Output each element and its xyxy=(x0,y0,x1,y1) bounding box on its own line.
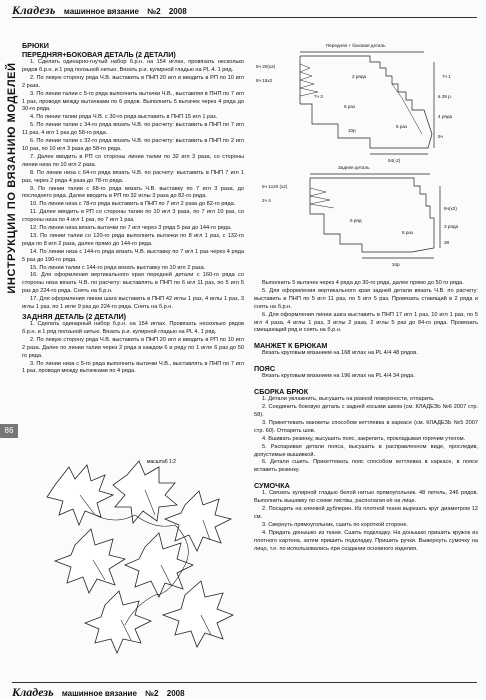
step: 3. Прикеттевать манжеты способом кеттлевка в каркасе (см. КЛАДЕЗЬ №5 2007 стр. 60). Отпарить шов. xyxy=(254,419,478,434)
front-label: 8ч 15х2 xyxy=(256,78,273,83)
step: 3. Свернуть прямоугольник, сшить по короткой стороне. xyxy=(262,521,409,528)
scale-label: масштаб 1:2 xyxy=(147,459,176,465)
pattern-diagram xyxy=(252,38,480,274)
step: 6. По линии талии с 32-го ряда вязать Ч.В. по расчету: выставить в ПНП по 2 игл 10 раз, по 10 игл 3 раза до 58-го ряда. xyxy=(22,138,244,152)
back-section-title: ЗАДНЯЯ ДЕТАЛЬ (2 ДЕТАЛИ) xyxy=(22,312,127,321)
issue-number: №2 xyxy=(145,689,159,698)
front-label: 5ч 20(х2) xyxy=(256,64,276,69)
front-dimension: 7ч 1 xyxy=(442,74,451,79)
back-diagram-title: Задняя деталь xyxy=(338,165,370,170)
step: 1. Сделать одинарный набор б.р.н. на 154 иглах. Провязать несколько рядов б.р.н. и 1 ряд ползьной нитью. Вязать р.и. кулирной гладью на PL 4. 1 ряд. xyxy=(22,321,244,335)
step: 9. По линии талии с 68-го ряда вязать Ч.В. выставку по 7 игл 3 раза, до последнего ряда. Далее вводить в РП по 32 иглы 3 раза до 82-го ряда. xyxy=(22,185,244,200)
section-title-vertical: ИНСТРУКЦИИ ПО ВЯЗАНИЮ МОДЕЛЕЙ xyxy=(6,62,18,294)
back-label: 8 раз xyxy=(402,230,413,235)
step: 3. По линии низа с 5-го ряда выполнить вытачки Ч.В., выставлять в ПНП по 7 игл 1 раз, проводя между вытачками по 4 ряда. xyxy=(22,360,244,375)
step: 15. По линии талии с 144-го ряда вязать выставку по 10 игл 2 раза. xyxy=(30,264,206,271)
left-column xyxy=(22,41,244,376)
issue-number: №2 xyxy=(147,7,161,16)
step: 16. Для оформления вертикального края передней детали с 160-го ряда со стороны низа вязать Ч.В. по расчету: выставлять в ПНП по 6 игл 11 раз, по 5 игл 5 раз до 224-го ряда. Снять на б.р.н. xyxy=(22,272,244,295)
front-label: 4 ряда xyxy=(438,114,453,119)
page-number: 86 xyxy=(0,424,18,438)
belt-text: Вязать круговым вязанием на 196 иглах на PL 4/4 34 ряда. xyxy=(262,373,415,380)
cuff-text: Вязать круговым вязанием на 168 иглах на PL 4/4 48 рядов. xyxy=(262,350,418,357)
section-title: БРЮКИ xyxy=(22,41,49,50)
back-label: 2ч 4 xyxy=(262,198,271,203)
step: 12. По линии низа вязать вытачки по 7 игл через 3 ряда 5 раз до 144-го ряда. xyxy=(30,225,232,232)
front-label: 7ч 3 xyxy=(314,94,323,99)
brand-logo: Кладезь xyxy=(12,685,54,699)
step: 2. По левую сторону ряда Ч.В. выставить в ПНП 20 игл и вводить в РП по 10 игл 2 раза. Далее по линии талии через 2 ряда в каждом 6 и ряду по 1 игле 6 раз до 50 го ряда. xyxy=(22,336,244,359)
back-label: 5ч(х2) xyxy=(444,206,457,211)
issue-year: 2008 xyxy=(168,7,187,16)
front-label: 5 раз xyxy=(396,124,407,129)
step: 6. Детали сшить. Прикеттевать пояс способом кеттлевка в каркасе, в поясе вставить резинку. xyxy=(254,459,478,474)
back-piece-outline xyxy=(310,178,434,252)
page-footer xyxy=(12,682,477,699)
leaf-shape xyxy=(113,461,177,523)
step: 1. Детали увлажнить, высушить на ровной поверхности, отпарить. xyxy=(262,396,435,403)
assembly-title: СБОРКА БРЮК xyxy=(254,387,309,397)
magazine-name: машинное вязание xyxy=(63,7,139,16)
step: 13. По линии талии со 120-го ряда выполнить вытачки по 8 игл 1 раз, с 132-го ряда по 8 игл 2 раза, далее прямо до 144-го ряда. xyxy=(22,232,244,247)
back-dimension: 28 xyxy=(444,240,450,245)
leaf-shape xyxy=(125,533,193,597)
step: 4. Придать донышко из ткани. Сшить подкладку. На донышко пришить кружок из плотного картона, затем пришить подкладку. Пришить ручки. Вывернуть сумочку на лицо, т.е. по использовались при создании основного изделия. xyxy=(254,529,478,552)
step: 7. Далее вводить в РП со стороны линии талии по 32 игл 3 раза, со стороны линии низа по 10 игл 2 раза. xyxy=(22,153,244,168)
step: 5. Распаривая детали пояса, высушить в расправленном виде, проследив, допустимые вышивкой. xyxy=(254,443,478,458)
leaf-shape xyxy=(55,529,125,593)
section-sidebar xyxy=(2,22,20,352)
bag-title: СУМОЧКА xyxy=(254,481,290,491)
front-piece-outline xyxy=(300,56,432,148)
step: 1. Связать кулирной гладью белой нитью прямоугольник. 48 петель, 246 рядов. Выполнить вышивку по схеме листвы, располагая её на лице. xyxy=(254,490,478,505)
step: 8. По линии низа с 64-го ряда вязать Ч.В. по расчету: выставить в ПНП 7 игл 1 раз, через 2 ряда 4 раза до 78-го ряда. xyxy=(22,169,244,184)
front-label: 6 раз xyxy=(344,104,355,109)
front-diagram-title: Передняя + боковая деталь xyxy=(326,43,386,48)
right-column xyxy=(254,280,478,553)
leaf-embroidery-pattern xyxy=(35,455,250,660)
step: Выполнить 5 вытачек через 4 ряда до 30-го ряда, далее прямо до 50 го ряда. xyxy=(262,280,464,286)
step: 17. Для оформления линии шага выставить в ПНП 42 иглы 1 раз, 4 иглы 1 раз, 3 иглы 1 раз, по 1 игле 9 раз до 224-го ряда. Снять на б.р.н. xyxy=(22,296,244,311)
back-label: 5ч 1х20 (х2) xyxy=(262,184,288,189)
front-label: 2 ряда xyxy=(352,74,367,79)
brand-logo: Кладезь xyxy=(12,3,56,17)
step: 3. По линии талии с 5-го ряда выполнить вытачки Ч.В., выставляя в ПНП по 7 игл 1 раз, проводя между вытачками по 6 рядов. Выполнить 5 вытачек через 4 ряда до 30-го ряда. xyxy=(22,90,244,113)
leaf-shape xyxy=(165,491,231,551)
front-dimension: 5ч xyxy=(438,134,443,139)
belt-title: ПОЯС xyxy=(254,364,276,374)
front-dimension: 10р xyxy=(348,128,356,133)
front-dimension: 54(-2) xyxy=(388,158,401,163)
step: 6. Для оформления линии шага выставить в ПНП 17 игл 1 раз, 10 игл 1 раз, по 5 игл 4 раза, 4 иглы 1 раз, 3 иглы 2 раза, 2 иглы 5 раз до 84-го ряда. Провязать смещающий ряд и снять на б.р.н. xyxy=(254,311,478,334)
step: 2. Посадить на клеевой дублерин. Из плотной ткани вырезать круг диаметром 12 см. xyxy=(254,506,478,520)
step: 5. Для оформления вертикального края задней детали вязать Ч.В. по расчету: выставить в ПНП по 5 игл 11 раз, по 5 игл 5 раз. Провязать ставящий в 2 ряда и снять на б.р.н. xyxy=(254,287,478,310)
step: 1. Сделать одинарно-гнутый набор б.р.н. на 154 иглах, провязать несколько рядов б.р.н. и 1 ряд ползьной нитью. Вязать р.и. кулирной гладью на PL 4. 1 ряд. xyxy=(22,59,244,73)
page-header xyxy=(12,3,477,18)
leaf-shape xyxy=(163,581,233,647)
back-label: 6 ряд xyxy=(350,218,362,223)
step: 2. По левую сторону ряда Ч.В. выставить в ПНП 20 игл и вводить в РП по 10 игл 2 раза. xyxy=(22,74,244,89)
issue-year: 2008 xyxy=(166,689,185,698)
step: 11. Далее вводить в РП со стороны талии по 10 игл 3 раза, по 7 игл 10 раз, со стороны низа по 4 игл 1 раз, по 7 игл 1 раз. xyxy=(22,209,244,224)
back-dimension: 34р xyxy=(392,262,400,267)
step: 4. По линии талии ряда Ч.В. с 30-го ряда выставить в ПНП 15 игл 1 раз. xyxy=(30,114,218,121)
magazine-name: машинное вязание xyxy=(61,689,137,698)
step: 5. По линии талии с 34-го ряда вязать Ч.В. по расчету: выставить в ПНП по 7 игл 11 раз, 4 игл 1 раз до 58-го ряда. xyxy=(22,122,244,137)
leaf-shape xyxy=(85,591,151,653)
section-subtitle: ПЕРЕДНЯЯ+БОКОВАЯ ДЕТАЛЬ (2 ДЕТАЛИ) xyxy=(22,50,176,59)
back-label: 3 ряда xyxy=(444,224,459,229)
cuff-title: МАНЖЕТ К БРЮКАМ xyxy=(254,341,328,351)
step: 10. По линии низа с 78-го ряда выставить в ПНП по 7 игл 2 раза до 82-го ряда. xyxy=(30,201,236,208)
front-label: в 28 р. xyxy=(438,94,452,99)
step: 14. По линии низа с 144-го ряда вязать Ч.В. выставку по 7 игл 1 раз через 4 ряда 5 раз до 190-го ряда. xyxy=(22,248,244,263)
step: 2. Соединить боковую деталь с задней косыми швом (см. КЛАДЕЗЬ №6 2007 стр. 58). xyxy=(254,404,478,418)
step: 4. Вшивать резинку, высушить пояс, закрепить, прокладывая горячим утюгом. xyxy=(262,435,466,442)
